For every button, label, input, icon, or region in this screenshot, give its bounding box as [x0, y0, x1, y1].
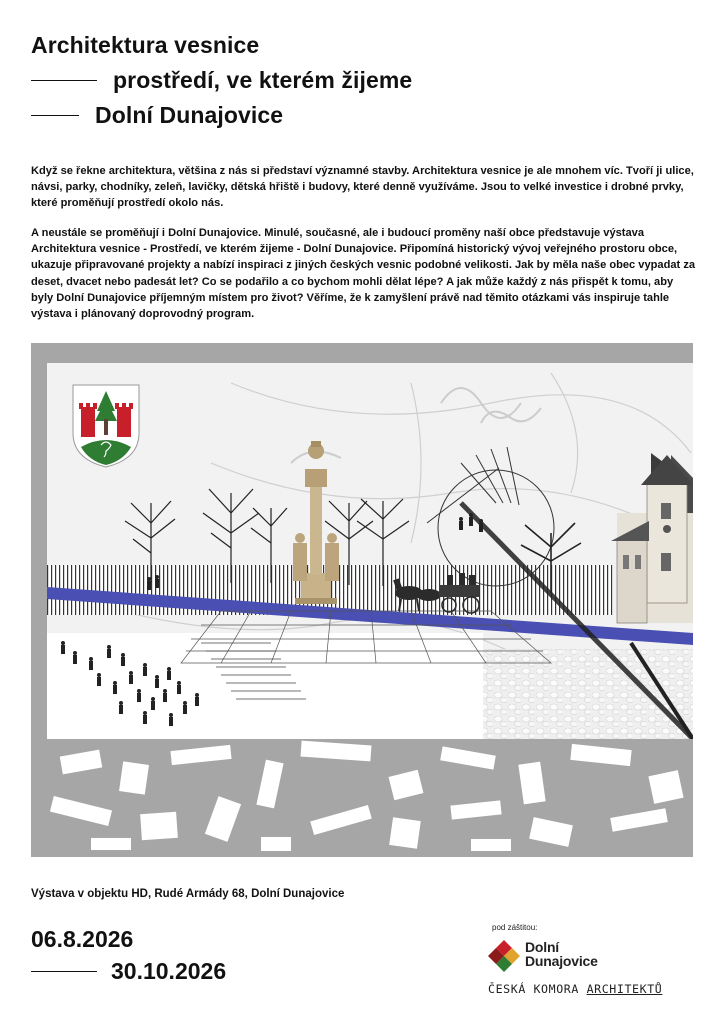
- title-text-2: prostředí, ve kterém žijeme: [113, 67, 413, 93]
- title-line-3: [31, 98, 412, 133]
- ceska-komora-architektu: [488, 982, 662, 996]
- coat-of-arms-icon: [73, 385, 139, 467]
- title-line-2: [31, 63, 412, 98]
- venue-text: Výstava v objektu HD, Rudé Armády 68, Dolní Dunajovice: [31, 888, 345, 900]
- poster-title: [31, 28, 412, 133]
- description-paragraph: A neustále se proměňují i Dolní Dunajovice. Minulé, současné, ale i budoucí proměny naší obce představuje výstava Architektura vesnice - Prostředí, ve kterém žijeme - Dolní Dunajovice. Připomíná historický vývoj veřejného prostoru obce, ukazuje připravované projekty a nabízí inspiraci z jiných českých vesnic podobné velikosti. Jak by měla naše obec vypadat za deset, dvacet nebo padesát let? Co se podařilo a co bychom mohli dělat lépe? A jak může každý z nás přispět k tomu, aby byly Dolní Dunajovice příjemným místem pro život? Věříme, že k zamyšlení právě nad těmito otázkami vás inspiruje tahle výstava i plánovaný doprovodný program.: [31, 227, 696, 321]
- title-dash: [31, 80, 97, 81]
- title-text-1: Architektura vesnice: [31, 32, 260, 58]
- end-date-text: 30.10.2026: [111, 958, 227, 984]
- start-date: [31, 926, 133, 953]
- collage-image: [31, 343, 693, 857]
- title-line-1: [31, 28, 412, 63]
- intro-paragraph: Když se řekne architektura, většina z nás si představí významné stavby. Architektura vesnice je ale mnohem víc. Tvoří ji ulice, návsi, parky, chodníky, zeleň, lavičky, dětská hřiště i budovy, které denně využíváme. Jsou to velké investice i drobné prvky, které proměňují prostředí okolo nás.: [31, 165, 694, 210]
- patronage-label: pod záštitou:: [492, 923, 538, 932]
- title-text-3: Dolní Dunajovice: [95, 102, 284, 128]
- title-dash: [31, 115, 79, 116]
- end-date: [31, 958, 226, 985]
- logo-line-1: Dolní: [525, 939, 559, 955]
- chamber-prefix: ČESKÁ KOMORA: [488, 982, 579, 996]
- logo-text: [525, 940, 598, 968]
- start-date-text: 06.8.2026: [31, 926, 134, 952]
- chamber-word: ARCHITEKTŮ: [586, 982, 663, 996]
- logo-line-2: Dunajovice: [525, 953, 598, 969]
- logo-diamond-icon: [487, 939, 521, 973]
- dolni-dunajovice-logo: [487, 937, 697, 977]
- collage-graphic: [31, 343, 693, 857]
- date-dash: [31, 971, 97, 973]
- building-footprints: [31, 739, 693, 857]
